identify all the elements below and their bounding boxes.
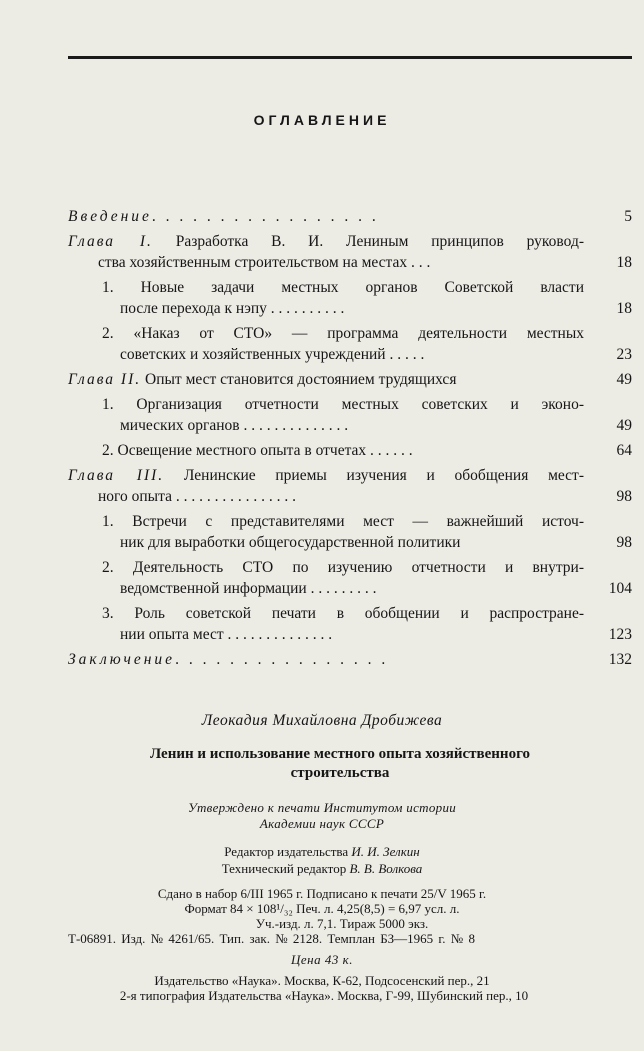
toc-entry-label: 2. — [102, 325, 114, 342]
toc-entry-text — [102, 557, 584, 599]
toc-entry-text — [102, 603, 584, 645]
price: Цена 43 к. — [291, 952, 353, 967]
toc-entry — [68, 394, 632, 436]
approval-note — [0, 800, 644, 832]
toc-entry-label: Глава III. — [68, 467, 165, 484]
toc-entry-title: Разработка В. И. Лениным принципов руковод- — [175, 233, 584, 250]
toc-entry-title: Деятельность СТО по изучению отчетности и внутри- — [132, 559, 584, 576]
toc-entry — [68, 649, 632, 670]
toc-page-number: 49 — [616, 417, 632, 434]
publisher-line-2: 2-я типография Издательства «Наука». Москва, Г-99, Шубинский пер., 10 — [119, 988, 529, 1003]
toc-entry — [68, 465, 632, 507]
toc-page-number: 23 — [616, 346, 632, 363]
toc-page-number: 18 — [616, 300, 632, 317]
toc-entry — [68, 369, 632, 390]
editors — [0, 843, 644, 877]
toc-leader-dots: . . . . . . . . . . . . . . . . — [175, 651, 389, 668]
imprint-line-4: Т-06891. Изд. № 4261/65. Тип. зак. № 2128. Темплан БЗ—1965 г. № 8 — [68, 931, 475, 946]
toc-entry-title: Ленинские приемы изучения и обобщения мест- — [183, 467, 584, 484]
toc-entry-label: 3. — [102, 605, 114, 622]
toc-entry-title-continued: мических органов . . . . . . . . . . . . . . — [120, 417, 349, 434]
toc-page-number: 98 — [616, 534, 632, 551]
toc-entry-title-continued: ведомственной информации . . . . . . . . . — [120, 580, 377, 597]
toc-entry-label: 2. — [102, 442, 114, 459]
toc-entry-text — [68, 465, 584, 507]
toc-entry-title-continued: после перехода к нэпу . . . . . . . . . . — [120, 300, 345, 317]
table-of-contents — [68, 206, 632, 670]
toc-entry-label: Глава II. — [68, 371, 142, 388]
publisher-line-1: Издательство «Наука». Москва, К-62, Подсосенский пер., 21 — [154, 973, 490, 988]
toc-entry-text — [102, 511, 584, 553]
toc-page-number: 49 — [616, 371, 632, 388]
toc-page-number: 104 — [608, 580, 632, 597]
toc-entry-title-continued: нии опыта мест . . . . . . . . . . . . . . — [120, 626, 333, 643]
toc-entry-text — [68, 231, 584, 273]
toc-entry-label: 1. — [102, 513, 114, 530]
toc-page-number: 5 — [624, 208, 632, 225]
toc-page-number: 123 — [608, 626, 632, 643]
toc-entry — [68, 557, 632, 599]
imprint-line-1: Сдано в набор 6/III 1965 г. Подписано к печати 25/V 1965 г. — [157, 886, 487, 901]
editor-name: И. И. Зелкин — [351, 844, 420, 859]
tech-editor-name: В. В. Волкова — [349, 861, 423, 876]
toc-entry — [68, 603, 632, 645]
toc-entry — [68, 440, 632, 461]
publisher-info — [0, 973, 644, 1003]
toc-entry-label: 1. — [102, 396, 114, 413]
toc-entry-title-continued: ник для выработки общегосударственной политики — [120, 534, 461, 551]
toc-page-number: 132 — [608, 651, 632, 668]
toc-entry-label: 2. — [102, 559, 114, 576]
tech-editor-label: Технический редактор — [221, 861, 347, 876]
top-rule — [68, 56, 632, 59]
toc-entry — [68, 277, 632, 319]
toc-entry-title: Организация отчетности местных советских и эконо- — [136, 396, 584, 413]
toc-entry-title: Роль советской печати в обобщении и распростране- — [134, 605, 585, 622]
toc-entry-title: Освещение местного опыта в отчетах . . . . . . — [117, 442, 413, 459]
toc-entry-title-continued: ства хозяйственным строительством на местах . . . — [98, 254, 431, 271]
toc-entry-label: Заключение — [68, 651, 176, 668]
toc-entry-text — [68, 649, 584, 670]
imprint-line-3: Уч.-изд. л. 7,1. Тираж 5000 экз. — [255, 916, 429, 931]
toc-entry-text — [102, 440, 584, 461]
toc-entry-text — [102, 394, 584, 436]
imprint — [0, 886, 644, 946]
toc-entry-title-continued: ного опыта . . . . . . . . . . . . . . . . — [98, 488, 296, 505]
toc-entry-label: Введение — [68, 208, 152, 225]
toc-entry-title: «Наказ от СТО» — программа деятельности местных — [133, 325, 584, 342]
toc-entry-title: Новые задачи местных органов Советской власти — [140, 279, 584, 296]
toc-page-number: 64 — [616, 442, 632, 459]
toc-entry-label: 1. — [102, 279, 114, 296]
toc-entry-text — [68, 206, 584, 227]
toc-entry — [68, 206, 632, 227]
toc-leader-dots: . . . . . . . . . . . . . . . . . — [151, 208, 379, 225]
toc-entry-text — [68, 369, 584, 390]
toc-entry — [68, 511, 632, 553]
imprint-line-2: Формат 84 × 108¹/₃₂ Печ. л. 4,25(8,5) = 6,97 усл. л. — [184, 901, 460, 916]
toc-entry — [68, 231, 632, 273]
editor-label: Редактор издательства — [224, 844, 349, 859]
toc-entry-title: Встречи с представителями мест — важнейший источ- — [132, 513, 585, 530]
book-title: Ленин и использование местного опыта хозяйственного строительства — [149, 746, 531, 781]
toc-entry — [68, 323, 632, 365]
toc-entry-text — [102, 323, 584, 365]
author-name: Леокадия Михайловна Дробижева — [201, 712, 443, 729]
toc-page-number: 98 — [616, 488, 632, 505]
approval-line-2: Академии наук СССР — [259, 816, 385, 831]
toc-entry-text — [102, 277, 584, 319]
toc-entry-title-continued: советских и хозяйственных учреждений . . . . . — [120, 346, 425, 363]
toc-page-number: 18 — [616, 254, 632, 271]
toc-title: ОГЛАВЛЕНИЕ — [253, 112, 391, 128]
toc-entry-label: Глава I. — [68, 233, 153, 250]
approval-line-1: Утверждено к печати Институтом истории — [187, 800, 457, 815]
toc-entry-title: Опыт мест становится достоянием трудящихся — [145, 371, 457, 388]
